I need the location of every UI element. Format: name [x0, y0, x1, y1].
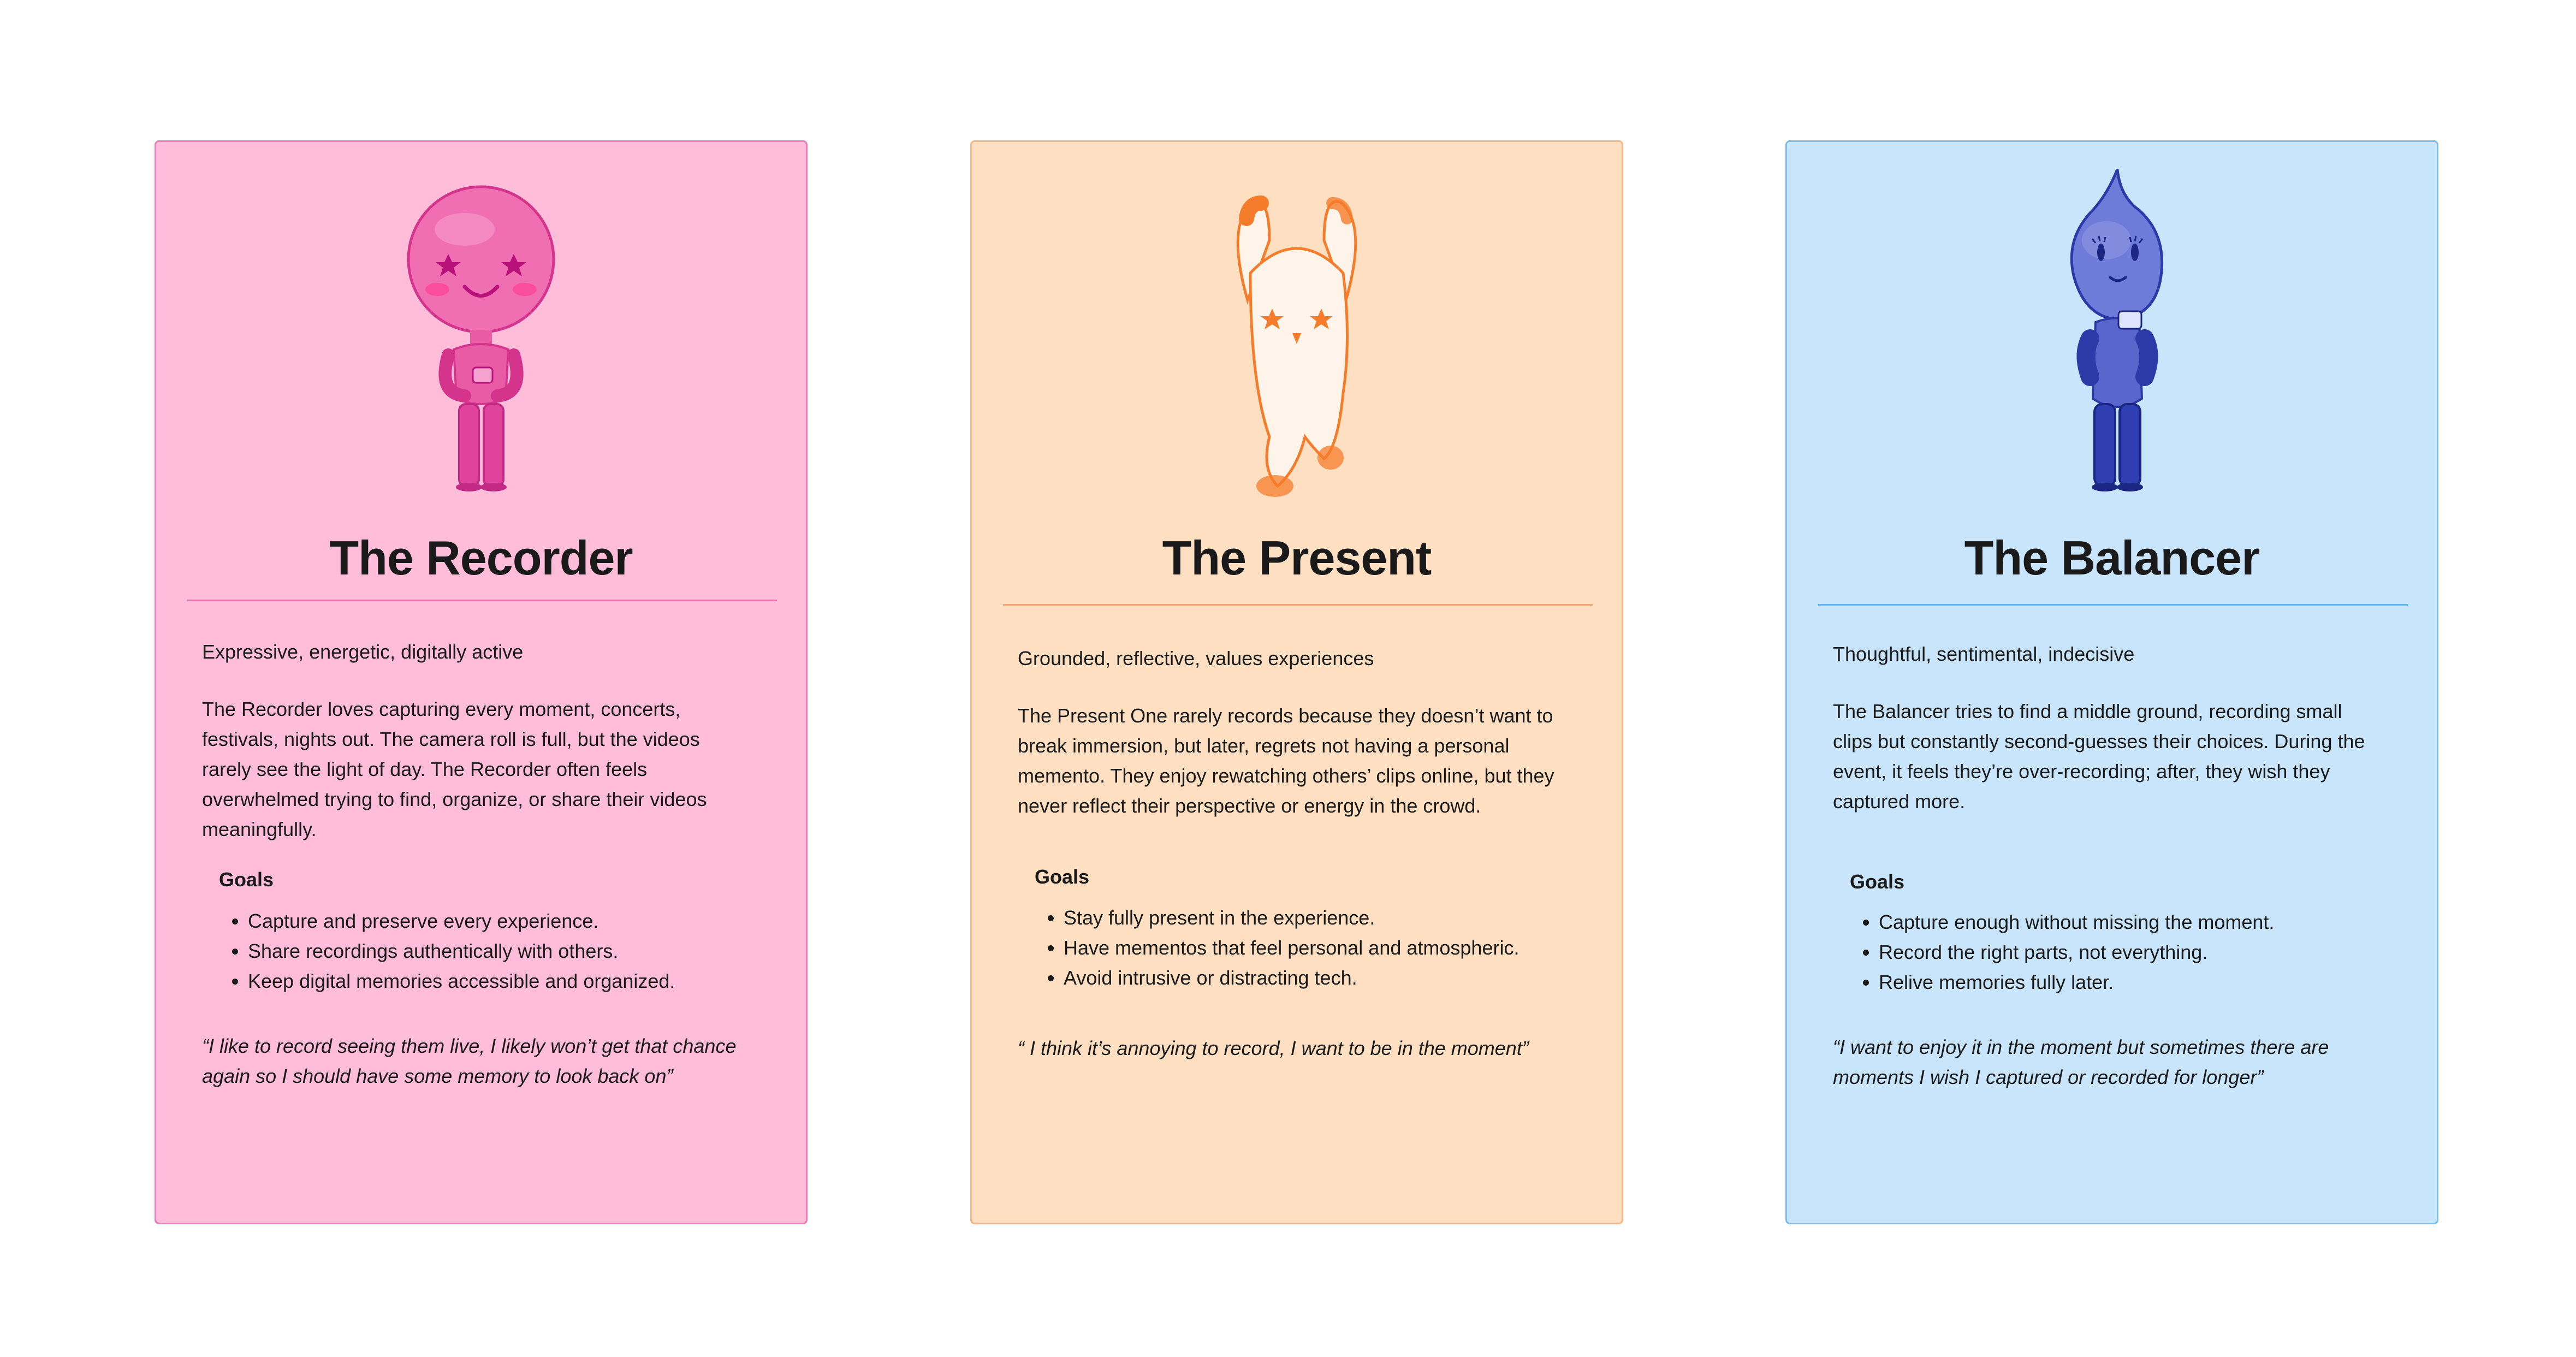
goals-heading: Goals — [1035, 866, 1090, 888]
pink-round-head-character-icon — [156, 164, 806, 502]
persona-card-recorder — [155, 140, 808, 1224]
goal-item: • Capture and preserve every experience. — [248, 906, 675, 936]
persona-quote: “I like to record seeing them live, I likely won’t get that chance again so I should have some memory to look back on” — [202, 1035, 737, 1087]
persona-title: The Present — [1162, 531, 1432, 585]
goals-heading: Goals — [1850, 870, 1905, 893]
goals-heading: Goals — [219, 868, 274, 891]
goal-item: • Keep digital memories accessible and organized. — [248, 966, 675, 996]
persona-card-present — [970, 140, 1623, 1224]
persona-description: The Present One rarely records because they doesn’t want to break immersion, but later, regrets not having a personal memento. They enjoy rewatching others’ clips online, but they never reflect their perspective or energy in the crowd. — [1018, 704, 1554, 817]
persona-card-balancer — [1785, 140, 2438, 1224]
goal-item: • Record the right parts, not everything. — [1879, 937, 2274, 967]
title-divider — [1003, 604, 1593, 606]
goal-item: • Relive memories fully later. — [1879, 967, 2274, 997]
persona-title: The Recorder — [329, 531, 633, 585]
title-divider — [187, 600, 777, 601]
persona-traits: Thoughtful, sentimental, indecisive — [1833, 643, 2135, 665]
persona-quote: “I want to enjoy it in the moment but sometimes there are moments I wish I captured or recorded for longer” — [1833, 1036, 2329, 1088]
persona-quote: “ I think it’s annoying to record, I want to be in the moment” — [1018, 1037, 1529, 1059]
persona-traits: Grounded, reflective, values experiences — [1018, 647, 1374, 669]
goal-item: • Stay fully present in the experience. — [1064, 903, 1519, 933]
persona-traits: Expressive, energetic, digitally active — [202, 641, 524, 663]
goal-item: • Avoid intrusive or distracting tech. — [1064, 963, 1519, 993]
orange-ghost-character-icon — [972, 164, 1622, 502]
title-divider — [1818, 604, 2408, 606]
blue-drop-head-character-icon — [1787, 164, 2437, 502]
goal-item: • Have mementos that feel personal and atmospheric. — [1064, 933, 1519, 963]
persona-description: The Recorder loves capturing every moment, concerts, festivals, nights out. The camera roll is full, but the videos rarely see the light of day. The Recorder often feels overwhelmed trying to find, organize, or share their videos meaningfully. — [202, 698, 707, 840]
persona-description: The Balancer tries to find a middle ground, recording small clips but constantly second-guesses their choices. During the event, it feels they’re over-recording; after, they wish they captured more. — [1833, 700, 2365, 813]
goal-item: • Capture enough without missing the moment. — [1879, 907, 2274, 937]
goal-item: • Share recordings authentically with others. — [248, 936, 675, 966]
goals-list — [1018, 903, 1519, 993]
goals-list — [1833, 907, 2274, 997]
goals-list — [202, 906, 675, 996]
persona-title: The Balancer — [1964, 531, 2260, 585]
